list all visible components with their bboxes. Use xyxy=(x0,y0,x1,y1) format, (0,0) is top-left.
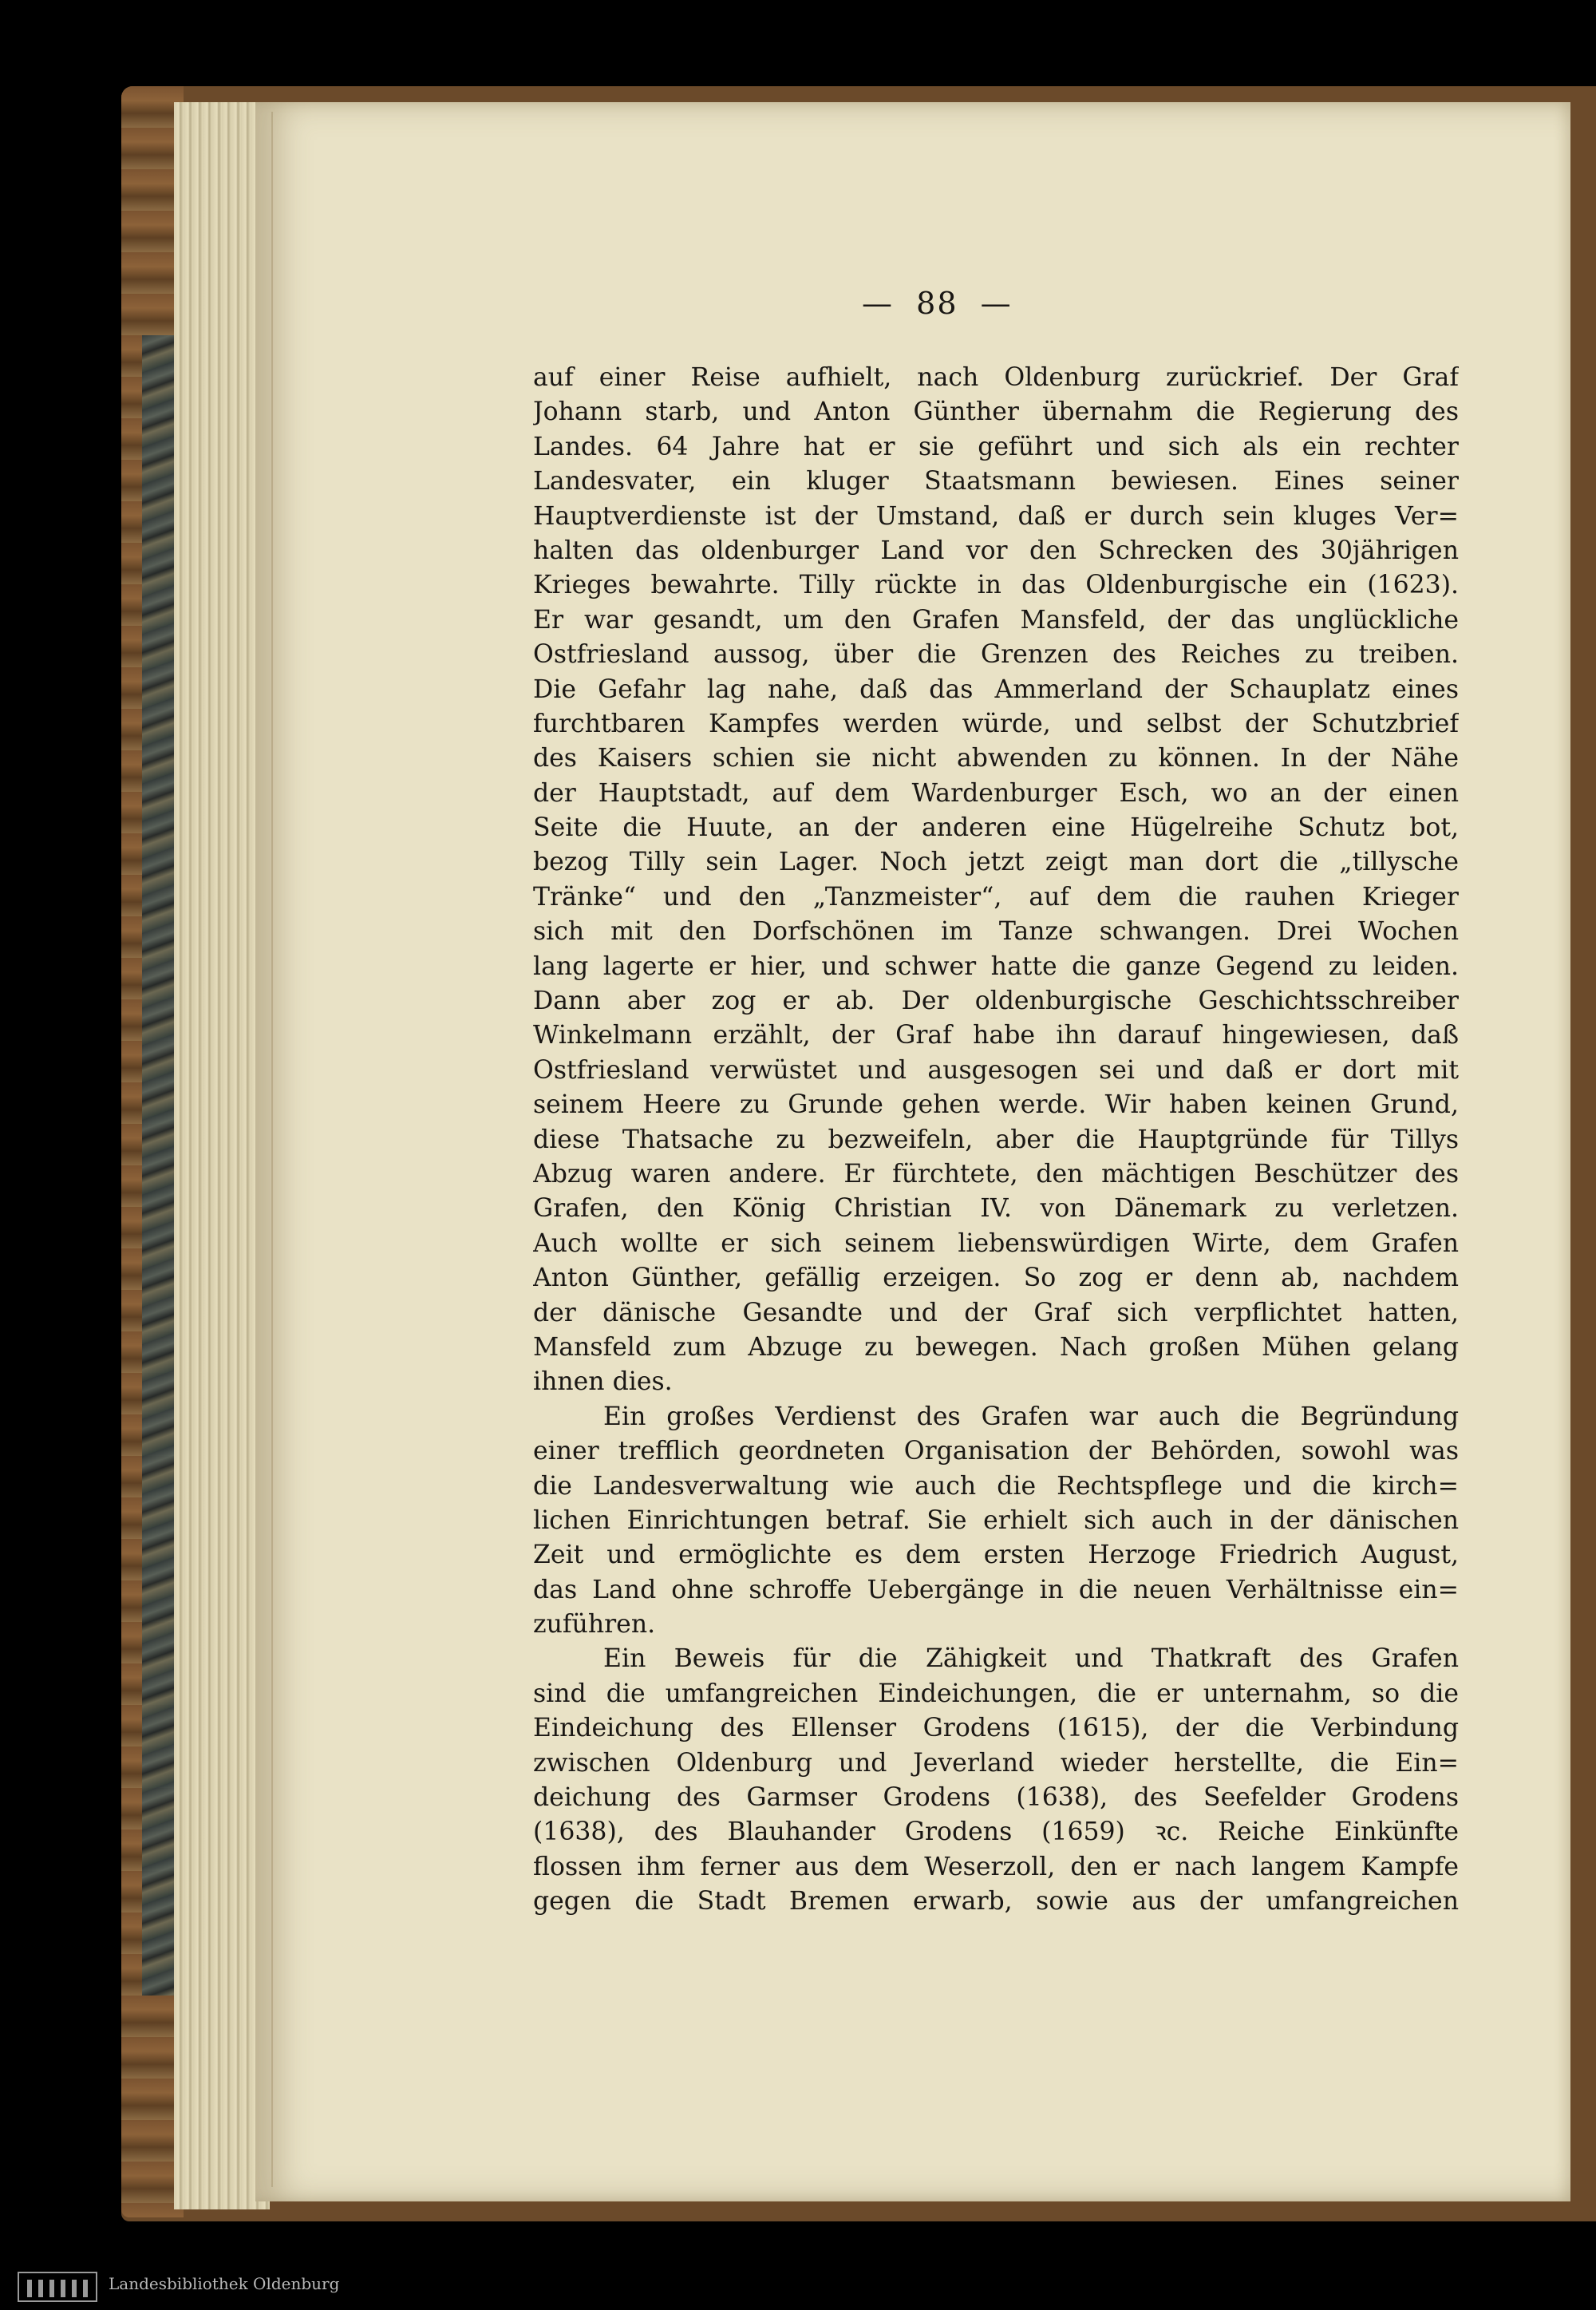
library-building-icon xyxy=(18,2272,97,2302)
text-line: Eindeichung des Ellenser Grodens (1615), der die Verbindung xyxy=(533,1714,1459,1743)
text-line: diese Thatsache zu bezweifeln, aber die Hauptgründe für Tillys xyxy=(533,1125,1459,1154)
text-line: das Land ohne schroffe Uebergänge in die neuen Verhältnisse ein= xyxy=(533,1575,1459,1604)
text-line: Ein Beweis für die Zähigkeit und Thatkraft des Grafen xyxy=(603,1644,1459,1674)
text-line: Dann aber zog er ab. Der oldenburgische Geschichtsschreiber xyxy=(533,987,1459,1016)
text-line: ihnen dies. xyxy=(533,1367,673,1397)
text-line: lang lagerte er hier, und schwer hatte die ganze Gegend zu leiden. xyxy=(533,951,1459,981)
text-line: Er war gesandt, um den Grafen Mansfeld, der das unglückliche xyxy=(533,605,1459,635)
text-line: bezog Tilly sein Lager. Noch jetzt zeigt man dort die „tillysche xyxy=(533,848,1459,877)
text-line: der Hauptstadt, auf dem Wardenburger Esch, wo an der einen xyxy=(533,778,1459,808)
text-line: lichen Einrichtungen betraf. Sie erhielt sich auch in der dänischen xyxy=(533,1505,1459,1535)
text-line: zuführen. xyxy=(533,1610,656,1640)
text-line: Landesvater, ein kluger Staatsmann bewiesen. Eines seiner xyxy=(533,467,1459,496)
page-number: — 88 — xyxy=(862,286,1013,321)
text-line: Winkelmann erzählt, der Graf habe ihn darauf hingewiesen, daß xyxy=(533,1021,1459,1050)
text-line: Ein großes Verdienst des Grafen war auch die Begründung xyxy=(603,1402,1459,1431)
text-line: Die Gefahr lag nahe, daß das Ammerland der Schauplatz eines xyxy=(533,674,1459,704)
text-line: (1638), des Blauhander Grodens (1659) ꝛc. Reiche Einkünfte xyxy=(533,1818,1459,1847)
text-line: Hauptverdienste ist der Umstand, daß er durch sein kluges Ver= xyxy=(533,501,1459,531)
text-line: Landes. 64 Jahre hat er sie geführt und sich als ein rechter xyxy=(533,432,1459,461)
text-line: auf einer Reise aufhielt, nach Oldenburg zurückrief. Der Graf xyxy=(533,363,1459,392)
text-line: einer trefflich geordneten Organisation der Behörden, sowohl was xyxy=(533,1437,1459,1466)
text-line: des Kaisers schien sie nicht abwenden zu können. In der Nähe xyxy=(533,744,1459,773)
text-line: seinem Heere zu Grunde gehen werde. Wir haben keinen Grund, xyxy=(533,1090,1459,1120)
body-text xyxy=(533,361,1459,1920)
text-line: Seite die Huute, an der anderen eine Hügelreihe Schutz bot, xyxy=(533,813,1459,843)
text-line: gegen die Stadt Bremen erwarb, sowie aus der umfangreichen xyxy=(533,1887,1459,1916)
text-line: Mansfeld zum Abzuge zu bewegen. Nach großen Mühen gelang xyxy=(533,1332,1459,1362)
text-line: sich mit den Dorfschönen im Tanze schwangen. Drei Wochen xyxy=(533,917,1459,947)
text-line: furchtbaren Kampfes werden würde, und selbst der Schutzbrief xyxy=(533,709,1459,738)
text-line: der dänische Gesandte und der Graf sich verpflichtet hatten, xyxy=(533,1298,1459,1327)
text-line: flossen ihm ferner aus dem Weserzoll, den er nach langem Kampfe xyxy=(533,1852,1459,1881)
text-line: die Landesverwaltung wie auch die Rechtspflege und die kirch= xyxy=(533,1471,1459,1501)
text-line: halten das oldenburger Land vor den Schrecken des 30jährigen xyxy=(533,536,1459,565)
text-line: deichung des Garmser Grodens (1638), des Seefelder Grodens xyxy=(533,1783,1459,1813)
text-line: Abzug waren andere. Er fürchtete, den mächtigen Beschützer des xyxy=(533,1159,1459,1189)
text-line: Anton Günther, gefällig erzeigen. So zog er denn ab, nachdem xyxy=(533,1264,1459,1293)
footer-library-name: Landesbibliothek Oldenburg xyxy=(109,2274,340,2293)
text-line: Johann starb, und Anton Günther übernahm die Regierung des xyxy=(533,398,1459,427)
text-line: Zeit und ermöglichte es dem ersten Herzoge Friedrich August, xyxy=(533,1541,1459,1570)
text-line: Grafen, den König Christian IV. von Dänemark zu verletzen. xyxy=(533,1194,1459,1224)
text-line: Auch wollte er sich seinem liebenswürdigen Wirte, dem Grafen xyxy=(533,1228,1459,1258)
text-line: sind die umfangreichen Eindeichungen, die er unternahm, so die xyxy=(533,1679,1459,1708)
text-line: Krieges bewahrte. Tilly rückte in das Oldenburgische ein (1623). xyxy=(533,571,1459,600)
text-line: Tränke“ und den „Tanzmeister“, auf dem die rauhen Krieger xyxy=(533,882,1459,912)
text-line: Ostfriesland verwüstet und ausgesogen sei und daß er dort mit xyxy=(533,1055,1459,1085)
text-line: zwischen Oldenburg und Jeverland wieder herstellte, die Ein= xyxy=(533,1748,1459,1778)
text-line: Ostfriesland aussog, über die Grenzen des Reiches zu treiben. xyxy=(533,640,1459,670)
